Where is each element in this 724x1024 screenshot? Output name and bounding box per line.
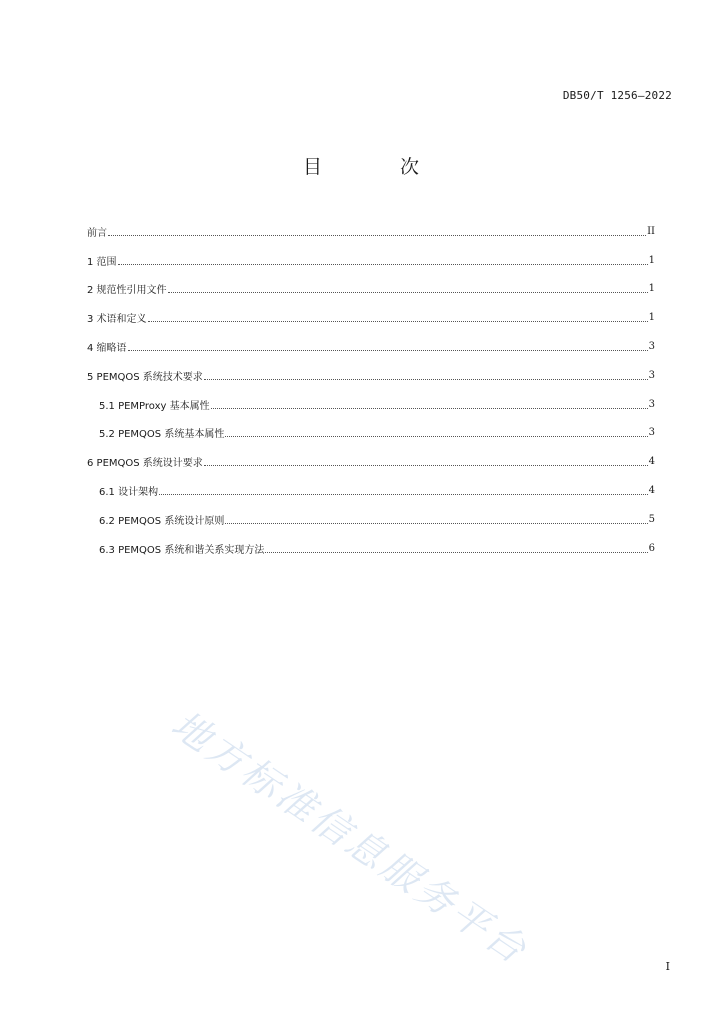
toc-entry-label: 4 缩略语 [87,343,127,355]
toc-leader-dots [159,486,648,495]
toc-entry-scope[interactable] [87,246,655,275]
toc-entry-page: II [647,225,655,237]
toc-entry-page: 4 [648,485,655,497]
toc-entry-label: 3 术语和定义 [87,314,147,326]
watermark: 地方标准信息服务平台 [163,702,537,974]
toc-entry-label: 前言 [87,227,107,239]
toc-entry-label: 6.3 PEMQOS 系统和谐关系实现方法 [99,544,265,556]
toc-entry-foreword[interactable] [87,217,655,246]
toc-leader-dots [108,227,646,236]
toc-entry-page: 5 [648,513,655,525]
document-code: DB50/T 1256—2022 [562,89,672,102]
toc-entry-normative-references[interactable] [87,275,655,304]
toc-entry-section-6-1[interactable] [87,476,655,505]
toc-leader-dots [118,256,648,265]
toc-entry-page: 6 [648,542,655,554]
toc-leader-dots [128,342,648,351]
toc-leader-dots [225,428,647,437]
toc-entry-page: 3 [648,341,655,353]
toc-leader-dots [204,371,648,380]
toc-entry-page: 3 [648,398,655,410]
table-of-contents [87,217,655,563]
toc-entry-page: 1 [648,283,655,295]
toc-entry-label: 5 PEMQOS 系统技术要求 [87,371,203,383]
toc-entry-label: 5.1 PEMProxy 基本属性 [99,400,210,412]
toc-entry-label: 2 规范性引用文件 [87,285,167,297]
toc-leader-dots [211,400,648,409]
toc-entry-page: 3 [648,427,655,439]
toc-entry-section-6-3[interactable] [87,534,655,563]
toc-leader-dots [204,457,648,466]
toc-entry-page: 1 [648,312,655,324]
toc-leader-dots [225,515,647,524]
toc-entry-terms-definitions[interactable] [87,303,655,332]
toc-entry-label: 6.2 PEMQOS 系统设计原则 [99,515,225,527]
toc-entry-section-5-1[interactable] [87,390,655,419]
toc-entry-page: 3 [648,369,655,381]
toc-entry-section-5-2[interactable] [87,419,655,448]
toc-entry-label: 1 范围 [87,256,117,268]
toc-entry-section-6-2[interactable] [87,505,655,534]
toc-entry-section-6[interactable] [87,447,655,476]
toc-entry-page: 4 [648,456,655,468]
toc-leader-dots [148,313,648,322]
toc-entry-section-5[interactable] [87,361,655,390]
toc-title: 目 次 [302,156,456,178]
toc-entry-label: 6.1 设计架构 [99,487,159,499]
toc-leader-dots [265,544,647,553]
toc-entry-abbreviations[interactable] [87,332,655,361]
page-number: I [665,960,670,973]
toc-entry-page: 1 [648,254,655,266]
toc-entry-label: 5.2 PEMQOS 系统基本属性 [99,429,225,441]
toc-leader-dots [168,284,648,293]
toc-entry-label: 6 PEMQOS 系统设计要求 [87,458,203,470]
